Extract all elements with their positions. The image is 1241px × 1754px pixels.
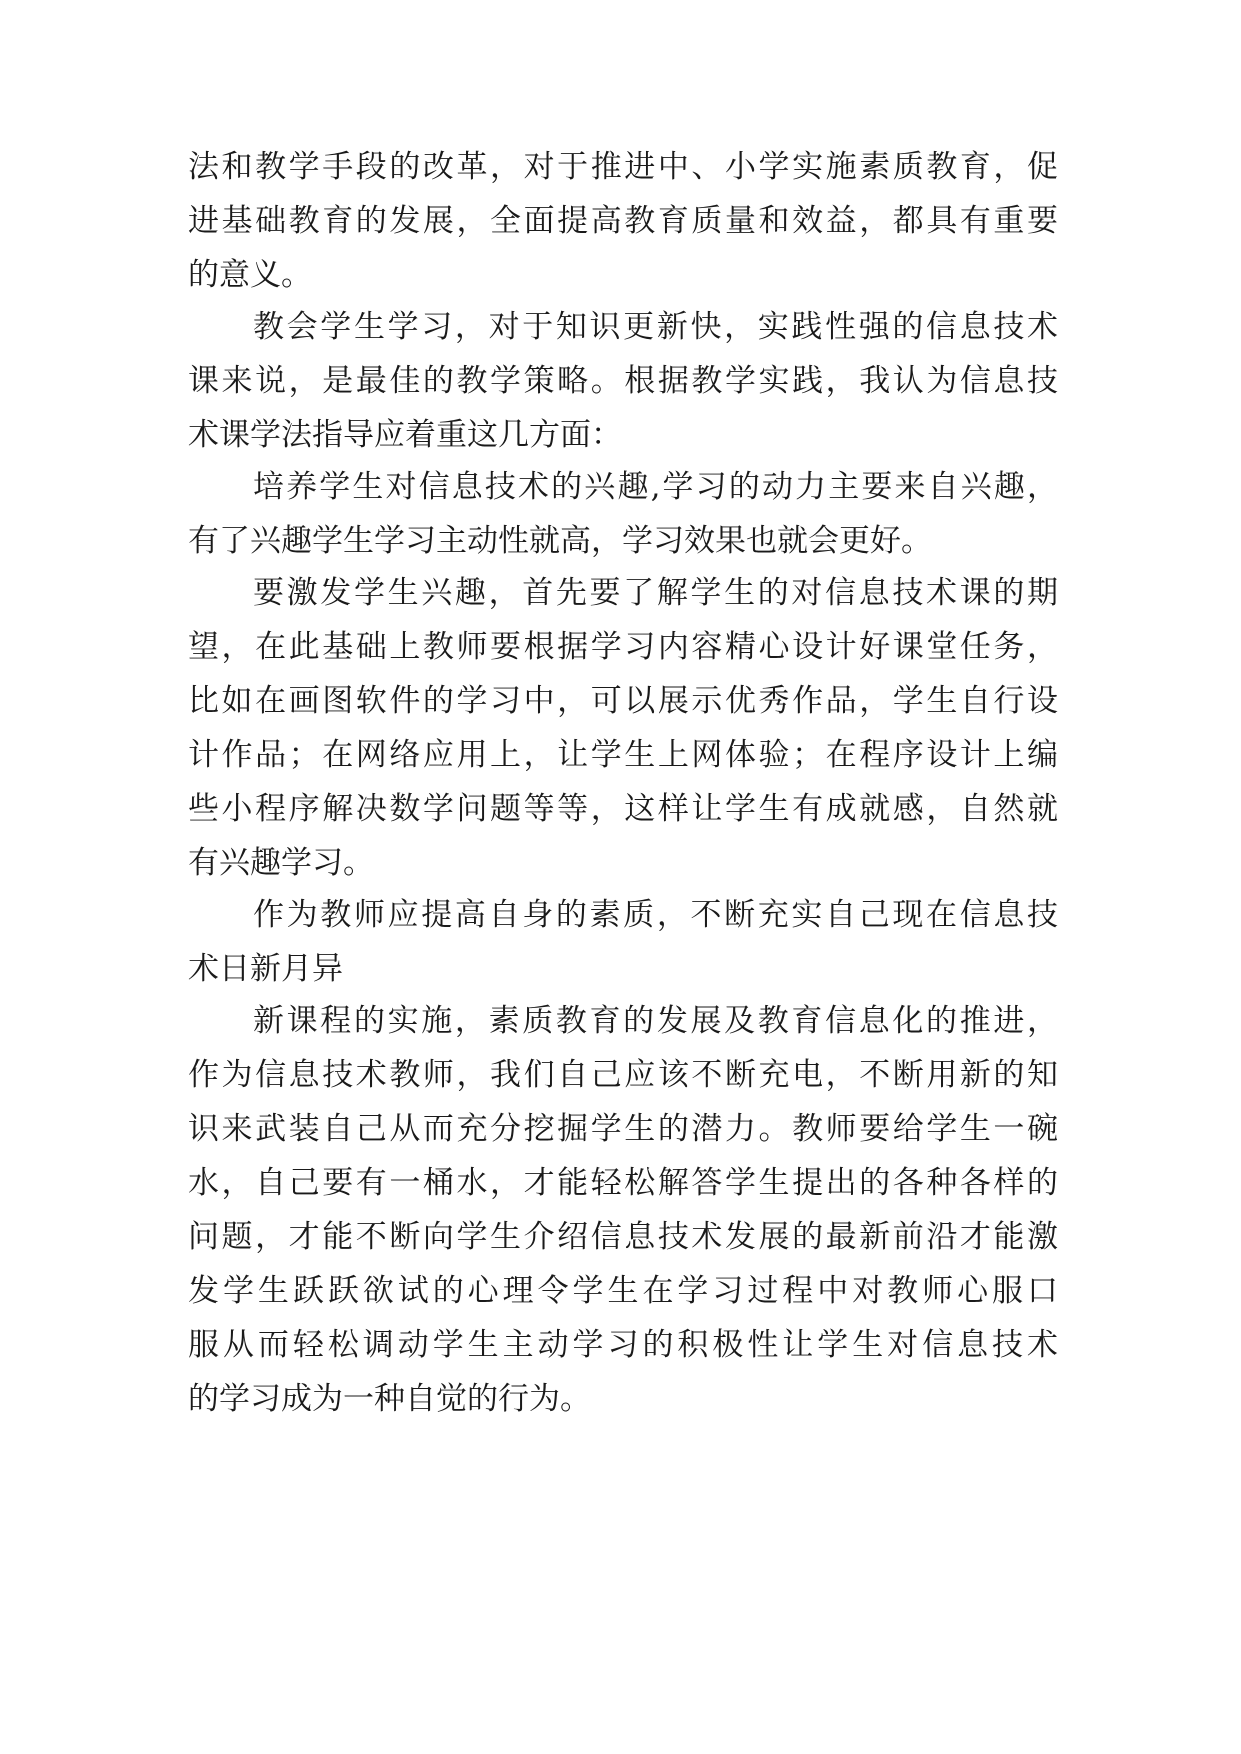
text-line: 发学生跃跃欲试的心理令学生在学习过程中对教师心服口 <box>188 1273 1058 1309</box>
text-line: 有了兴趣学生学习主动性就高，学习效果也就会更好。 <box>188 523 932 559</box>
text-line: 识来武装自己从而充分挖掘学生的潜力。教师要给学生一碗 <box>188 1111 1058 1147</box>
text-line: 比如在画图软件的学习中，可以展示优秀作品，学生自行设 <box>188 683 1058 719</box>
text-line: 课来说，是最佳的教学策略。根据教学实践，我认为信息技 <box>188 363 1058 399</box>
paragraph-first-line: 作为教师应提高自身的素质，不断充实自己现在信息技 <box>253 897 1058 933</box>
text-line: 服从而轻松调动学生主动学习的积极性让学生对信息技术 <box>188 1327 1058 1363</box>
text-line: 的意义。 <box>188 257 312 293</box>
paragraph-first-line: 培养学生对信息技术的兴趣,学习的动力主要来自兴趣， <box>253 469 1058 505</box>
paragraph-first-line: 教会学生学习，对于知识更新快，实践性强的信息技术 <box>253 309 1058 345</box>
text-line: 计作品；在网络应用上，让学生上网体验；在程序设计上编 <box>188 737 1058 773</box>
text-line: 术日新月异 <box>188 951 343 987</box>
paragraph-first-line: 要激发学生兴趣，首先要了解学生的对信息技术课的期 <box>253 575 1058 611</box>
text-line: 作为信息技术教师，我们自己应该不断充电，不断用新的知 <box>188 1057 1058 1093</box>
paragraph-first-line: 新课程的实施，素质教育的发展及教育信息化的推进， <box>253 1003 1058 1039</box>
text-line: 术课学法指导应着重这几方面： <box>188 417 622 453</box>
text-line: 问题，才能不断向学生介绍信息技术发展的最新前沿才能激 <box>188 1219 1058 1255</box>
text-line: 的学习成为一种自觉的行为。 <box>188 1381 591 1417</box>
text-line: 望，在此基础上教师要根据学习内容精心设计好课堂任务， <box>188 629 1058 665</box>
text-line: 水，自己要有一桶水，才能轻松解答学生提出的各种各样的 <box>188 1165 1058 1201</box>
text-line: 进基础教育的发展，全面提高教育质量和效益，都具有重要 <box>188 203 1058 239</box>
text-line: 些小程序解决数学问题等等，这样让学生有成就感，自然就 <box>188 791 1058 827</box>
text-line: 有兴趣学习。 <box>188 845 374 881</box>
text-line: 法和教学手段的改革，对于推进中、小学实施素质教育，促 <box>188 149 1058 185</box>
